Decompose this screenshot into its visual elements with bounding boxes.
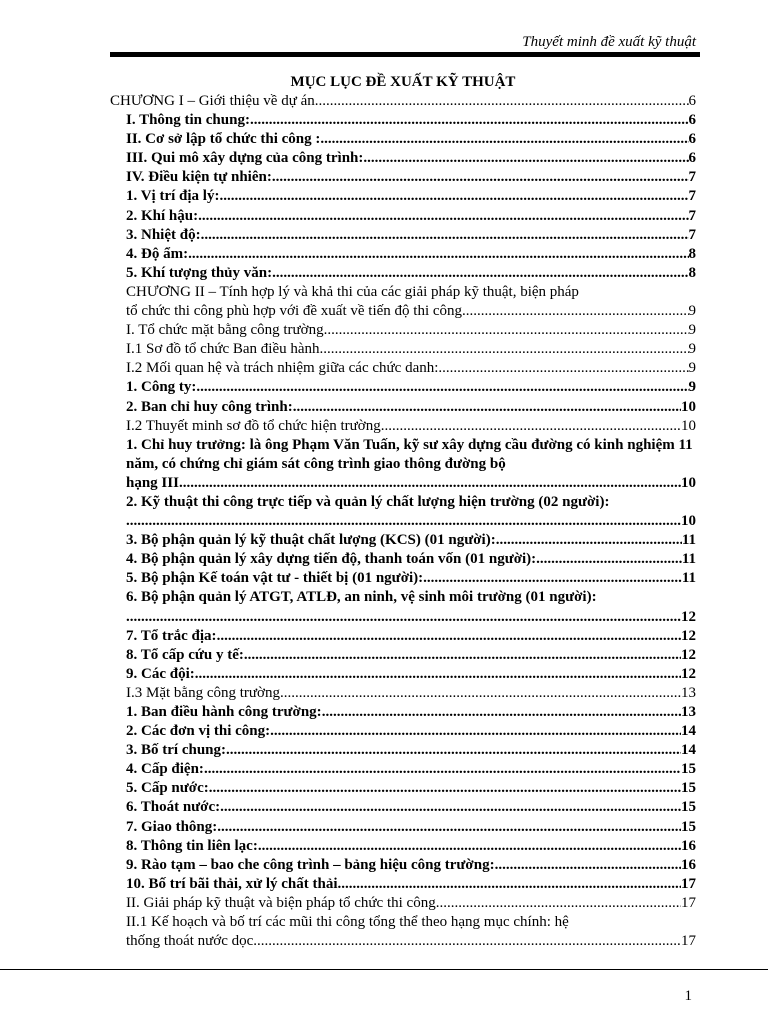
toc-entry-text: 4. Độ ẩm: [126, 245, 189, 262]
toc-dot-leader [536, 550, 682, 569]
toc-entry-text: hạng III [126, 474, 179, 491]
toc-entry-text: 3. Nhiệt độ: [126, 226, 201, 243]
toc-entry-text-line: II.1 Kế hoạch và bố trí các mũi thi công tổng thể theo hạng mục chính: hệ [126, 914, 569, 931]
toc-page-number: 7 [688, 226, 696, 243]
toc-page-number: 15 [681, 761, 696, 778]
toc-page-number: 10 [681, 417, 696, 434]
toc-dot-leader [198, 207, 688, 226]
toc-dot-leader [462, 302, 688, 321]
toc-dot-leader [322, 703, 681, 722]
toc-entry-text: 6. Thoát nước: [126, 799, 221, 816]
toc-dot-leader [220, 798, 681, 817]
toc-dot-leader [381, 417, 681, 436]
toc-entry-text: CHƯƠNG I – Giới thiệu về dự án [110, 93, 315, 109]
toc-entry-text: I.2 Mối quan hệ và trách nhiệm giữa các chức danh: [126, 360, 439, 377]
toc-page-number: 7 [688, 188, 696, 205]
toc-entry-text: tổ chức thi công phù hợp với đề xuất về tiến độ thi công [126, 303, 463, 320]
toc-entry[interactable] [110, 703, 696, 722]
toc-dot-leader [217, 818, 681, 837]
toc-entry[interactable] [110, 283, 696, 321]
running-header-title: Thuyết minh đề xuất kỹ thuật [522, 34, 696, 50]
toc-entry[interactable] [110, 856, 696, 875]
toc-entry[interactable] [110, 913, 696, 951]
toc-dot-leader [179, 474, 681, 493]
toc-page-number: 9 [688, 360, 696, 377]
toc-entry-text: 1. Vị trí địa lý: [126, 188, 220, 205]
toc-dot-leader [496, 531, 682, 550]
toc-entry-text: 3. Bố trí chung: [126, 742, 227, 759]
toc-entry-text: 9. Các đội: [126, 665, 195, 682]
toc-entry-text: 8. Tổ cấp cứu y tế: [126, 646, 244, 663]
toc-entry[interactable] [110, 398, 696, 417]
toc-page-number: 14 [681, 742, 696, 759]
toc-page-number: 16 [681, 856, 696, 873]
toc-entry-text-line: 2. Kỹ thuật thi công trực tiếp và quản lý chất lượng hiện trường (02 người): [126, 493, 610, 510]
toc-entry[interactable] [110, 646, 696, 665]
toc-entry[interactable] [110, 207, 696, 226]
toc-entry[interactable] [110, 684, 696, 703]
toc-entry[interactable] [110, 722, 696, 741]
toc-page-number: 8 [688, 245, 696, 262]
toc-entry-text: 1. Công ty: [126, 379, 197, 396]
toc-dot-leader [315, 92, 689, 111]
toc-dot-leader [272, 168, 689, 187]
toc-dot-leader [320, 130, 688, 149]
toc-dot-leader [272, 264, 688, 283]
toc-page-number: 6 [688, 93, 696, 109]
toc-dot-leader [270, 722, 681, 741]
toc-page-number: 12 [681, 665, 696, 682]
toc-entry[interactable] [110, 111, 696, 130]
toc-entry-text: III. Qui mô xây dựng của công trình: [126, 150, 364, 167]
toc-entry[interactable] [110, 130, 696, 149]
toc-entry[interactable] [110, 92, 696, 111]
toc-page-number: 12 [681, 627, 696, 644]
toc-entry-text: 5. Khí tượng thủy văn: [126, 264, 273, 281]
toc-page-number: 15 [681, 818, 696, 835]
toc-entry-text: 2. Khí hậu: [126, 207, 199, 224]
toc-page-number: 9 [688, 322, 696, 339]
toc-entry[interactable] [110, 588, 696, 626]
toc-entry-text: 5. Bộ phận Kế toán vật tư - thiết bị (01 người): [126, 570, 424, 587]
toc-entry[interactable] [110, 493, 696, 531]
toc-title: MỤC LỤC ĐỀ XUẤT KỸ THUẬT [290, 74, 516, 90]
toc-page-number: 15 [681, 799, 696, 816]
toc-dot-leader [204, 760, 681, 779]
toc-entry[interactable] [110, 417, 696, 436]
toc-entry[interactable] [110, 875, 696, 894]
toc-page-number: 9 [688, 341, 696, 358]
toc-dot-leader [126, 512, 681, 531]
toc-page-number: 15 [681, 780, 696, 797]
toc-entry-text: I.2 Thuyết minh sơ đồ tổ chức hiện trường [126, 417, 381, 434]
toc-entry[interactable] [110, 837, 696, 856]
toc-entry-text: 10. Bố trí bãi thải, xử lý chất thải [126, 875, 338, 892]
toc-page-number: 11 [681, 551, 696, 568]
page-number: 1 [684, 988, 692, 1004]
toc-page-number: 11 [681, 570, 696, 587]
toc-dot-leader [195, 665, 681, 684]
toc-entry[interactable] [110, 894, 696, 913]
table-of-contents [110, 92, 696, 951]
toc-page-number: 10 [681, 474, 696, 491]
header-rule [110, 52, 700, 57]
toc-dot-leader [244, 646, 681, 665]
toc-dot-leader [258, 837, 681, 856]
toc-dot-leader [320, 340, 689, 359]
toc-entry-text: 8. Thông tin liên lạc: [126, 837, 258, 854]
toc-page-number: 12 [681, 608, 696, 625]
toc-dot-leader [219, 187, 688, 206]
toc-entry[interactable] [110, 550, 696, 569]
toc-entry[interactable] [110, 226, 696, 245]
toc-entry[interactable] [110, 187, 696, 206]
toc-page-number: 13 [681, 684, 696, 701]
toc-entry-text: I. Thông tin chung: [126, 112, 250, 129]
toc-page-number: 10 [681, 513, 696, 530]
toc-dot-leader [188, 245, 688, 264]
toc-entry[interactable] [110, 436, 696, 493]
toc-entry[interactable] [110, 359, 696, 378]
toc-dot-leader [436, 894, 681, 913]
toc-entry[interactable] [110, 531, 696, 550]
toc-dot-leader [363, 149, 688, 168]
toc-entry-text: I. Tổ chức mặt bằng công trường [126, 322, 324, 339]
toc-entry[interactable] [110, 569, 696, 588]
toc-entry-text: II. Giải pháp kỹ thuật và biện pháp tổ chức thi công [126, 894, 436, 911]
toc-page-number: 12 [681, 646, 696, 663]
toc-entry[interactable] [110, 627, 696, 646]
toc-entry[interactable] [110, 798, 696, 817]
toc-dot-leader [217, 627, 681, 646]
toc-page-number: 7 [688, 207, 696, 224]
toc-page-number: 9 [688, 379, 696, 396]
toc-entry[interactable] [110, 378, 696, 397]
toc-entry[interactable] [110, 149, 696, 168]
toc-page-number: 10 [681, 398, 696, 415]
toc-entry[interactable] [110, 665, 696, 684]
toc-dot-leader [253, 932, 681, 951]
toc-entry[interactable] [110, 779, 696, 798]
toc-page-number: 9 [688, 303, 696, 320]
toc-page-number: 6 [688, 112, 696, 129]
toc-dot-leader [324, 321, 689, 340]
toc-dot-leader [196, 378, 688, 397]
toc-page-number: 6 [688, 131, 696, 148]
toc-dot-leader [438, 359, 688, 378]
toc-entry[interactable] [110, 321, 696, 340]
toc-entry-text-line: 1. Chỉ huy trưởng: là ông Phạm Văn Tuấn, kỹ sư xây dựng cầu đường có kinh nghiệm 11 năm, có chứng chỉ giám sát công trình giao thông đường bộ [126, 436, 693, 472]
toc-dot-leader [280, 684, 681, 703]
toc-entry-text: 9. Rào tạm – bao che công trình – bảng hiệu công trường: [126, 856, 495, 873]
toc-entry-text: II. Cơ sở lập tổ chức thi công : [126, 131, 321, 148]
toc-page-number: 17 [681, 875, 696, 892]
toc-page-number: 16 [681, 837, 696, 854]
toc-entry-text: I.3 Mặt bằng công trường [126, 684, 280, 701]
toc-entry-text-line: 6. Bộ phận quản lý ATGT, ATLĐ, an ninh, vệ sinh môi trường (01 người): [126, 589, 597, 606]
toc-dot-leader [495, 856, 681, 875]
toc-page-number: 8 [688, 264, 696, 281]
toc-entry-text: 5. Cấp nước: [126, 780, 209, 797]
toc-page-number: 13 [681, 704, 696, 720]
toc-dot-leader [126, 608, 681, 627]
toc-dot-leader [293, 398, 681, 417]
toc-entry-text: thống thoát nước dọc [126, 933, 254, 950]
toc-entry-text: 2. Các đơn vị thi công: [126, 723, 271, 740]
toc-dot-leader [423, 569, 682, 588]
toc-entry-text: 4. Bộ phận quản lý xây dựng tiến độ, thanh toán vốn (01 người): [126, 551, 537, 568]
toc-entry[interactable] [110, 168, 696, 187]
toc-page-number: 17 [681, 933, 696, 950]
toc-page-number: 7 [688, 169, 696, 186]
toc-entry[interactable] [110, 760, 696, 779]
toc-entry-text: 4. Cấp điện: [126, 761, 204, 778]
toc-entry-text: 7. Giao thông: [126, 818, 218, 835]
toc-page-number: 14 [681, 723, 696, 740]
toc-dot-leader [338, 875, 681, 894]
toc-page-number: 11 [681, 532, 696, 549]
toc-entry[interactable] [110, 818, 696, 837]
toc-entry[interactable] [110, 340, 696, 359]
toc-page-number: 17 [681, 894, 696, 911]
toc-dot-leader [226, 741, 681, 760]
toc-entry[interactable] [110, 245, 696, 264]
toc-entry-text: 3. Bộ phận quản lý kỹ thuật chất lượng (KCS) (01 người): [126, 532, 496, 549]
toc-dot-leader [250, 111, 689, 130]
footer-rule [0, 969, 768, 970]
toc-entry-text: I.1 Sơ đồ tổ chức Ban điều hành [126, 341, 320, 358]
toc-entry-text: 1. Ban điều hành công trường: [126, 704, 322, 720]
toc-entry[interactable] [110, 264, 696, 283]
toc-entry-text: IV. Điều kiện tự nhiên: [126, 169, 272, 186]
toc-page-number: 6 [688, 150, 696, 167]
toc-entry-text-line: CHƯƠNG II – Tính hợp lý và khả thi của các giải pháp kỹ thuật, biện pháp [126, 283, 579, 300]
toc-entry-text: 7. Tổ trắc địa: [126, 627, 217, 644]
toc-entry-text: 2. Ban chỉ huy công trình: [126, 398, 293, 415]
toc-dot-leader [201, 226, 689, 245]
toc-dot-leader [209, 779, 681, 798]
toc-entry[interactable] [110, 741, 696, 760]
